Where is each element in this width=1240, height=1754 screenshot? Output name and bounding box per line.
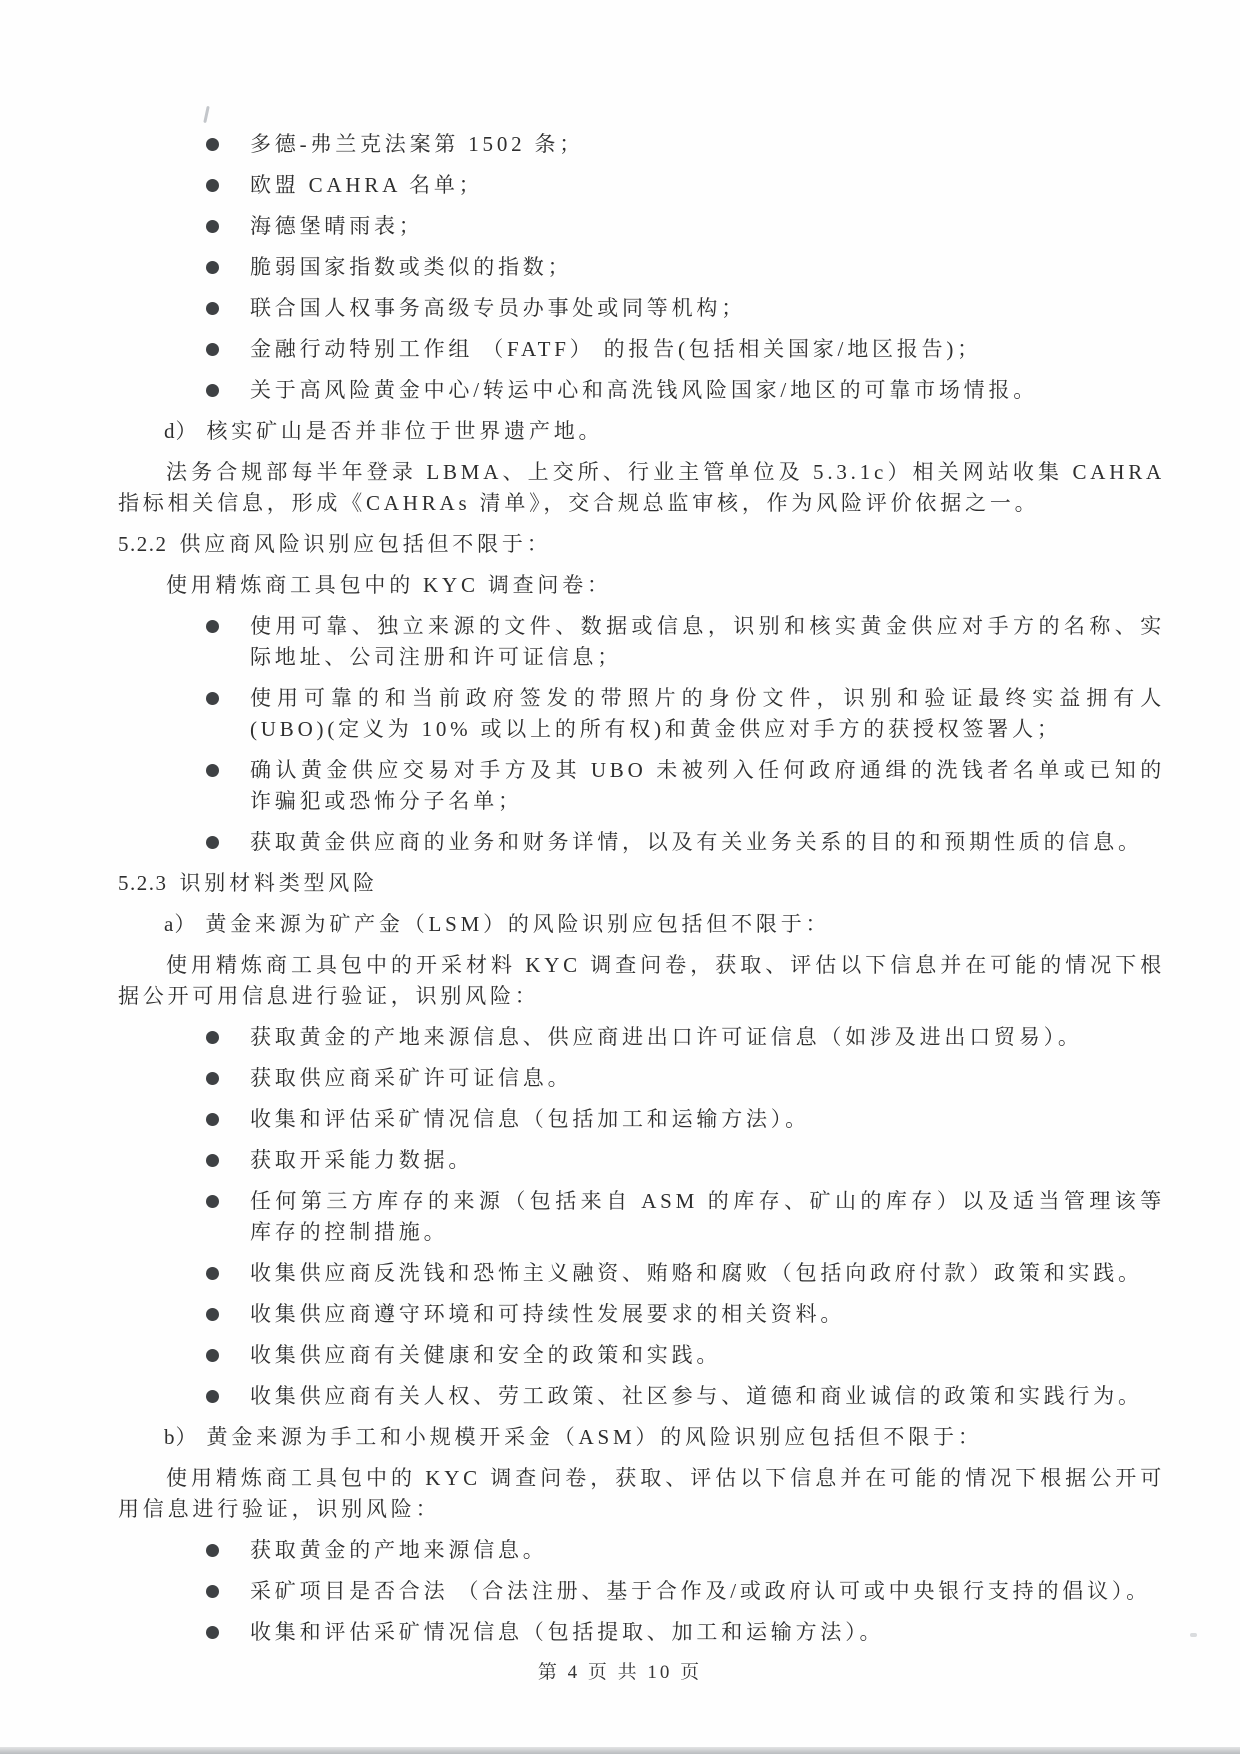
bullet-icon bbox=[206, 1195, 219, 1208]
bullet-item bbox=[118, 611, 1165, 673]
section-heading bbox=[118, 868, 1165, 899]
bullet-icon bbox=[206, 836, 219, 849]
bullet-item bbox=[118, 1340, 1165, 1371]
bullet-icon bbox=[206, 179, 219, 192]
bullet-item bbox=[118, 1576, 1165, 1607]
bullet-icon bbox=[206, 343, 219, 356]
bullet-text: 海德堡晴雨表； bbox=[250, 214, 424, 238]
text-run: 使用精炼商工具包中的 KYC 调查问卷： bbox=[166, 573, 612, 597]
bullet-text: 获取黄金供应商的业务和财务详情，以及有关业务关系的目的和预期性质的信息。 bbox=[250, 830, 1143, 854]
bullet-icon bbox=[206, 1267, 219, 1280]
bullet-item bbox=[118, 1617, 1165, 1648]
bullet-text: 收集供应商有关人权、劳工政策、社区参与、道德和商业诚信的政策和实践行为。 bbox=[250, 1384, 1143, 1408]
bullet-item bbox=[118, 827, 1165, 858]
bullet-icon bbox=[206, 384, 219, 397]
paragraph bbox=[118, 457, 1165, 519]
section-title: 供应商风险识别应包括但不限于： bbox=[179, 532, 552, 556]
bullet-text: 关于高风险黄金中心/转运中心和高洗钱风险国家/地区的可靠市场情报。 bbox=[250, 378, 1039, 402]
bullet-item bbox=[118, 293, 1165, 324]
bullet-item bbox=[118, 1145, 1165, 1176]
letter-text: 黄金来源为矿产金（LSM）的风险识别应包括但不限于： bbox=[205, 912, 831, 936]
bullet-icon bbox=[206, 302, 219, 315]
letter-item bbox=[118, 416, 1165, 447]
bullet-text: 多德-弗兰克法案第 1502 条； bbox=[250, 132, 585, 156]
bullet-item bbox=[118, 1022, 1165, 1053]
bullet-text: 获取黄金的产地来源信息、供应商进出口许可证信息（如涉及进出口贸易）。 bbox=[250, 1025, 1083, 1049]
bullet-item bbox=[118, 1535, 1165, 1566]
bullet-item bbox=[118, 1063, 1165, 1094]
bullet-item bbox=[118, 755, 1165, 817]
bullet-item bbox=[118, 375, 1165, 406]
scan-bottom-edge bbox=[0, 1747, 1240, 1754]
scan-speck-icon bbox=[1190, 1633, 1197, 1637]
bullet-item bbox=[118, 1381, 1165, 1412]
bullet-item bbox=[118, 1299, 1165, 1330]
letter-label: b） bbox=[164, 1425, 198, 1449]
paragraph bbox=[118, 950, 1165, 1012]
bullet-text: 收集和评估采矿情况信息（包括提取、加工和运输方法）。 bbox=[250, 1620, 885, 1644]
bullet-item bbox=[118, 334, 1165, 365]
bullet-item bbox=[118, 211, 1165, 242]
bullet-item bbox=[118, 252, 1165, 283]
bullet-icon bbox=[206, 1544, 219, 1557]
bullet-icon bbox=[206, 1113, 219, 1126]
indented-line bbox=[118, 570, 1165, 601]
text-run: 使用精炼商工具包中的开采材料 KYC 调查问卷，获取、评估以下信息并在可能的情况下根据公开可用信息进行验证，识别风险： bbox=[118, 953, 1165, 1008]
paragraph bbox=[118, 1463, 1165, 1525]
bullet-text: 获取黄金的产地来源信息。 bbox=[250, 1538, 548, 1562]
bullet-item bbox=[118, 170, 1165, 201]
bullet-text: 使用可靠、独立来源的文件、数据或信息，识别和核实黄金供应对手方的名称、实际地址、公司注册和许可证信息； bbox=[250, 614, 1165, 669]
bullet-text: 收集供应商遵守环境和可持续性发展要求的相关资料。 bbox=[250, 1302, 846, 1326]
bullet-text: 采矿项目是否合法 （合法注册、基于合作及/或政府认可或中央银行支持的倡议）。 bbox=[250, 1579, 1151, 1603]
section-number: 5.2.2 bbox=[118, 532, 168, 556]
bullet-icon bbox=[206, 1390, 219, 1403]
page-footer bbox=[0, 1659, 1240, 1687]
letter-text: 黄金来源为手工和小规模开采金（ASM）的风险识别应包括但不限于： bbox=[206, 1425, 983, 1449]
letter-label: a） bbox=[164, 912, 197, 936]
bullet-icon bbox=[206, 138, 219, 151]
bullet-text: 联合国人权事务高级专员办事处或同等机构； bbox=[250, 296, 746, 320]
section-number: 5.2.3 bbox=[118, 871, 168, 895]
bullet-text: 确认黄金供应交易对手方及其 UBO 未被列入任何政府通缉的洗钱者名单或已知的诈骗犯或恐怖分子名单； bbox=[250, 758, 1165, 813]
bullet-icon bbox=[206, 1031, 219, 1044]
section-heading bbox=[118, 529, 1165, 560]
text-run: 使用精炼商工具包中的 KYC 调查问卷，获取、评估以下信息并在可能的情况下根据公开可用信息进行验证，识别风险： bbox=[118, 1466, 1165, 1521]
bullet-text: 使用可靠的和当前政府签发的带照片的身份文件，识别和验证最终实益拥有人 (UBO)(定义为 10% 或以上的所有权)和黄金供应对手方的获授权签署人； bbox=[250, 686, 1165, 741]
bullet-icon bbox=[206, 1072, 219, 1085]
bullet-item bbox=[118, 683, 1165, 745]
bullet-icon bbox=[206, 1308, 219, 1321]
bullet-icon bbox=[206, 261, 219, 274]
bullet-text: 任何第三方库存的来源（包括来自 ASM 的库存、矿山的库存）以及适当管理该等库存的控制措施。 bbox=[250, 1189, 1165, 1244]
bullet-icon bbox=[206, 692, 219, 705]
letter-text: 核实矿山是否并非位于世界遗产地。 bbox=[206, 419, 604, 443]
page-number-label: 第 4 页 共 10 页 bbox=[537, 1662, 703, 1683]
bullet-text: 获取开采能力数据。 bbox=[250, 1148, 474, 1172]
scan-artifact-icon bbox=[203, 106, 209, 123]
bullet-text: 获取供应商采矿许可证信息。 bbox=[250, 1066, 573, 1090]
bullet-text: 欧盟 CAHRA 名单； bbox=[250, 173, 484, 197]
document-body bbox=[118, 129, 1165, 1658]
bullet-icon bbox=[206, 1626, 219, 1639]
letter-label: d） bbox=[164, 419, 198, 443]
bullet-text: 收集和评估采矿情况信息（包括加工和运输方法）。 bbox=[250, 1107, 810, 1131]
bullet-icon bbox=[206, 1154, 219, 1167]
bullet-text: 收集供应商有关健康和安全的政策和实践。 bbox=[250, 1343, 722, 1367]
letter-item bbox=[118, 1422, 1165, 1453]
bullet-icon bbox=[206, 620, 219, 633]
bullet-text: 脆弱国家指数或类似的指数； bbox=[250, 255, 573, 279]
bullet-item bbox=[118, 129, 1165, 160]
section-title: 识别材料类型风险 bbox=[179, 871, 378, 895]
bullet-icon bbox=[206, 764, 219, 777]
bullet-item bbox=[118, 1104, 1165, 1135]
bullet-icon bbox=[206, 1349, 219, 1362]
bullet-item bbox=[118, 1258, 1165, 1289]
letter-item bbox=[118, 909, 1165, 940]
text-run: 法务合规部每半年登录 LBMA、上交所、行业主管单位及 5.3.1c）相关网站收集 CAHRA 指标相关信息，形成《CAHRAs 清单》，交合规总监审核，作为风险评价依据之一。 bbox=[118, 460, 1165, 515]
bullet-icon bbox=[206, 220, 219, 233]
bullet-text: 金融行动特别工作组 （FATF） 的报告(包括相关国家/地区报告)； bbox=[250, 337, 982, 361]
bullet-item bbox=[118, 1186, 1165, 1248]
bullet-text: 收集供应商反洗钱和恐怖主义融资、贿赂和腐败（包括向政府付款）政策和实践。 bbox=[250, 1261, 1143, 1285]
bullet-icon bbox=[206, 1585, 219, 1598]
